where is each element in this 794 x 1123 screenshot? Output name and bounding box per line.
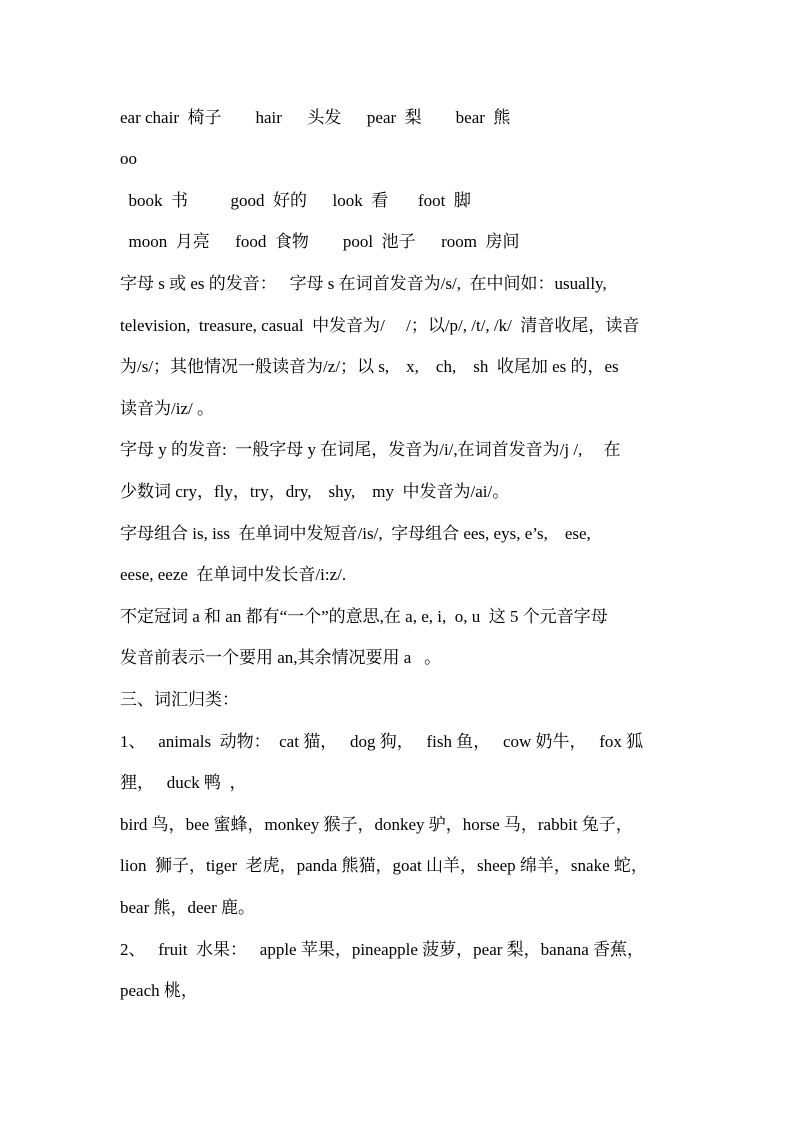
text-line: bird 鸟，bee 蜜蜂，monkey 猴子，donkey 驴，horse 马，rabbit 兔子，	[120, 815, 633, 834]
text-line: peach 桃，	[120, 981, 198, 1000]
text-line: television, treasure, casual 中发音为/ /；以/p/, /t/, /k/ 清音收尾，读音	[120, 316, 640, 335]
text-line: 字母 y 的发音: 一般字母 y 在词尾，发音为/i/,在词首发音为/j /, 在	[120, 440, 621, 459]
text-line: bear 熊，deer 鹿。	[120, 898, 256, 917]
text-line: 不定冠词 a 和 an 都有“一个”的意思,在 a, e, i, o, u 这 5 个元音字母	[120, 607, 608, 626]
text-line: eese, eeze 在单词中发长音/i:z/.	[120, 565, 347, 584]
text-line: 1、 animals 动物： cat 猫， dog 狗， fish 鱼， cow 奶牛， fox 狐	[120, 732, 644, 751]
text-line: 发音前表示一个要用 an,其余情况要用 a 。	[120, 648, 442, 667]
text-line: 读音为/iz/ 。	[120, 399, 214, 418]
text-line: 狸， duck 鸭 ，	[120, 773, 247, 792]
text-line: oo	[120, 149, 137, 168]
text-line: ear chair 椅子 hair 头发 pear 梨 bear 熊	[120, 108, 511, 127]
text-line: 为/s/；其他情况一般读音为/z/；以 s, x, ch, sh 收尾加 es 的，es	[120, 357, 619, 376]
text-line: 字母 s 或 es 的发音： 字母 s 在词首发音为/s/, 在中间如：usually,	[120, 274, 607, 293]
text-line: 少数词 cry，fly，try，dry, shy, my 中发音为/ai/。	[120, 482, 510, 501]
section-heading: 三、词汇归类：	[120, 690, 239, 709]
text-line: moon 月亮 food 食物 pool 池子 room 房间	[120, 232, 520, 251]
text-line: 字母组合 is, iss 在单词中发短音/is/, 字母组合 ees, eys, e’s, ese,	[120, 524, 591, 543]
text-line: book 书 good 好的 look 看 foot 脚	[120, 191, 471, 210]
text-line: 2、 fruit 水果： apple 苹果，pineapple 菠萝，pear 梨，banana 香蕉，	[120, 940, 645, 959]
text-line: lion 狮子，tiger 老虎，panda 熊猫，goat 山羊，sheep 绵羊，snake 蛇，	[120, 856, 648, 875]
